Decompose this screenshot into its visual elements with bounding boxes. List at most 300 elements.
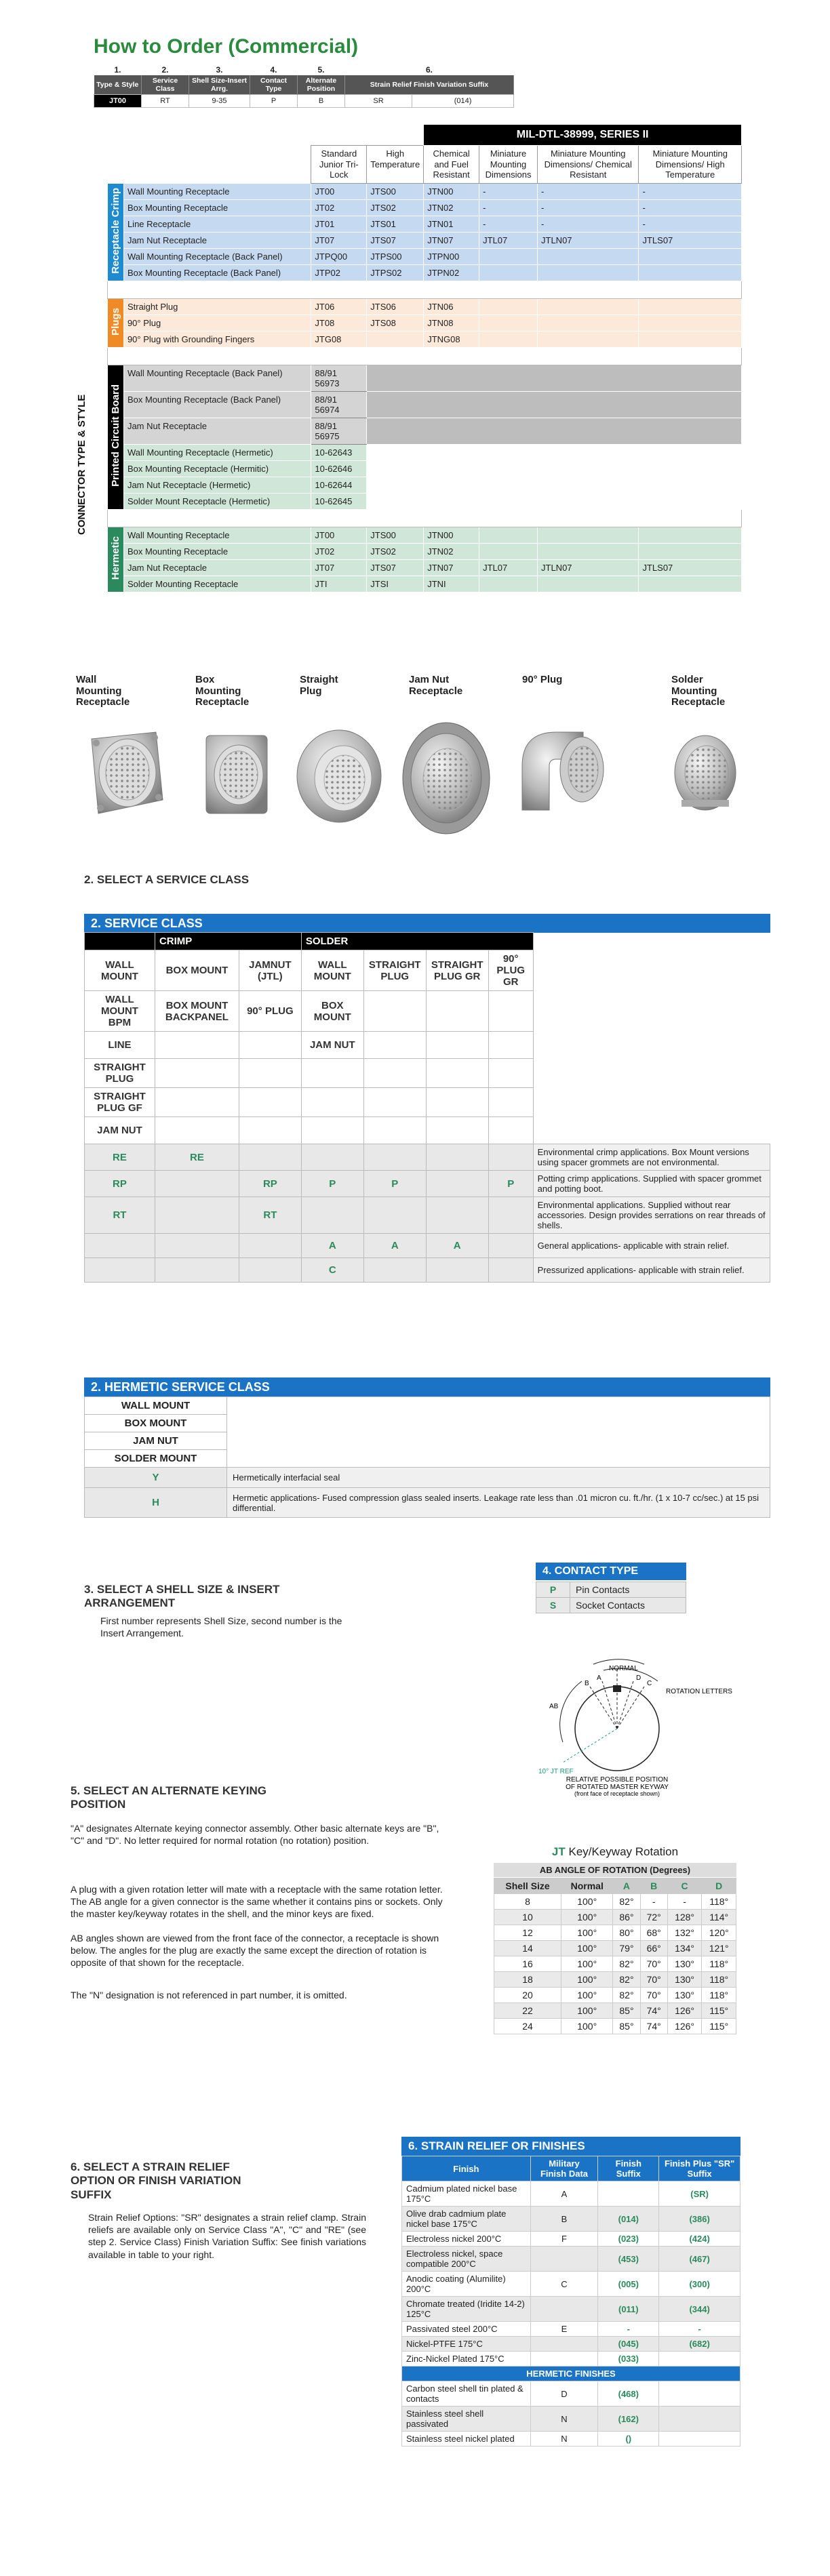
solder-mount-label: Solder Mounting Receptacle xyxy=(671,674,726,708)
pcb-blank-cell xyxy=(367,493,742,509)
rotation-row xyxy=(494,2003,736,2019)
rotation-cell: 132° xyxy=(667,1925,702,1941)
rotation-cell: 118° xyxy=(702,1988,736,2003)
hermetic-code-row xyxy=(85,1468,770,1488)
rotation-cell: 118° xyxy=(702,1972,736,1988)
service-code-cell: RE xyxy=(85,1144,155,1171)
service-cell xyxy=(488,991,533,1032)
strain-sr-suffix: (467) xyxy=(659,2247,740,2272)
connector-code-cell: JTG08 xyxy=(311,331,367,347)
rotation-header-cell: C xyxy=(667,1878,702,1894)
plugs-row xyxy=(108,331,742,347)
service-code-cell xyxy=(301,1197,363,1234)
service-code-row xyxy=(85,1171,770,1197)
hermetic-finish-row xyxy=(402,2407,740,2432)
pn-step-2: 2. xyxy=(161,65,169,75)
select-service-class-heading: 2. SELECT A SERVICE CLASS xyxy=(84,873,250,886)
hermetic-finish: Stainless steel nickel plated xyxy=(402,2432,531,2447)
strain-finish: Passivated steel 200°C xyxy=(402,2322,531,2337)
connector-code-cell xyxy=(639,543,742,559)
connector-code-cell: JTI xyxy=(311,576,367,592)
connector-code-cell: JTS02 xyxy=(367,199,424,216)
strain-mil xyxy=(530,2297,598,2322)
connector-name-cell: Wall Mounting Receptacle xyxy=(123,527,311,543)
hermetic-finish-row xyxy=(402,2381,740,2407)
connector-code-cell: JTPS02 xyxy=(367,264,424,281)
rotation-cell: 18 xyxy=(494,1972,561,1988)
rotation-header-row xyxy=(494,1878,736,1894)
connector-code-cell: JTS08 xyxy=(367,315,424,331)
connector-code-cell: JTL07 xyxy=(479,232,538,248)
rotation-cell: 14 xyxy=(494,1941,561,1956)
pn-step-1: 1. xyxy=(114,65,121,75)
connector-code-cell: - xyxy=(479,199,538,216)
keying-p1: "A" designates Alternate keying connector assembly. Other basic alternate keys are "B", "C" and "D". No letter required for normal rotation (no rotation) position. xyxy=(71,1823,439,1847)
connector-code-cell xyxy=(479,543,538,559)
receptacle-group-text: Receptacle Crimp xyxy=(109,187,121,274)
connector-name-cell: Box Mounting Receptacle xyxy=(123,543,311,559)
rotation-cell: - xyxy=(667,1894,702,1910)
hermetic-desc: Hermetic applications- Fused compression glass sealed inserts. Leakage rate less than .01 micron cu. ft./hr. (1 x 10-7 cc/sec.) at 15 psi differential. xyxy=(227,1488,770,1518)
rotation-cell: 85° xyxy=(613,2003,640,2019)
service-code-cell: A xyxy=(301,1234,363,1258)
strain-finish: Electroless nickel, space compatible 200°C xyxy=(402,2247,531,2272)
strain-relief-table xyxy=(401,2156,740,2447)
strain-row xyxy=(402,2297,740,2322)
strain-sr-suffix xyxy=(659,2352,740,2367)
strain-mil xyxy=(530,2337,598,2352)
connector-name-cell: Solder Mount Receptacle (Hermetic) xyxy=(123,493,311,509)
connector-code-cell: JTPN00 xyxy=(424,248,479,264)
rotation-row xyxy=(494,2019,736,2034)
pn-header-service: Service Class xyxy=(142,75,189,95)
connector-code-cell: JTP02 xyxy=(311,264,367,281)
letter-c: C xyxy=(647,1680,652,1687)
service-cell: STRAIGHT PLUG GF xyxy=(85,1088,155,1117)
wall-mount-receptacle-image xyxy=(81,719,170,827)
connector-code-cell: JTLN07 xyxy=(538,232,639,248)
diagram-caption-2: OF ROTATED MASTER KEYWAY xyxy=(566,1784,669,1791)
service-row xyxy=(85,1117,770,1144)
rotation-cell: 134° xyxy=(667,1941,702,1956)
hermetic-code: Y xyxy=(85,1468,227,1488)
connector-code-cell: JT08 xyxy=(311,315,367,331)
service-code-row xyxy=(85,1144,770,1171)
connector-code-cell: JT07 xyxy=(311,232,367,248)
contact-row-socket xyxy=(536,1598,686,1613)
plugs-row xyxy=(108,315,742,331)
connector-code-cell: JTS00 xyxy=(367,183,424,199)
pn-value-shell: 9-35 xyxy=(189,95,250,108)
connector-code-cell xyxy=(639,264,742,281)
service-code-cell xyxy=(488,1197,533,1234)
connector-code-cell xyxy=(639,298,742,315)
service-code-cell: RT xyxy=(239,1197,301,1234)
rotation-cell: 114° xyxy=(702,1910,736,1925)
part-number-table xyxy=(94,64,514,108)
strain-finish: Chromate treated (Iridite 14-2) 125°C xyxy=(402,2297,531,2322)
connector-type-side-label: CONNECTOR TYPE & STYLE xyxy=(76,394,87,535)
connector-code-cell: JTS07 xyxy=(367,559,424,576)
receptacle-group-label xyxy=(108,183,124,281)
ninety-plug-image xyxy=(509,719,610,820)
rotation-cell: 22 xyxy=(494,2003,561,2019)
diagram-caption-1: RELATIVE POSSIBLE POSITION xyxy=(566,1776,669,1784)
group-gap xyxy=(108,281,742,298)
connector-code-cell: JTN00 xyxy=(424,183,479,199)
hermetic-finish: Stainless steel shell passivated xyxy=(402,2407,531,2432)
service-row xyxy=(85,1059,770,1088)
contact-code-socket: S xyxy=(536,1598,570,1613)
strain-header-cell: Finish Suffix xyxy=(598,2156,659,2181)
pcb-blank-cell xyxy=(367,418,742,444)
strain-row xyxy=(402,2232,740,2247)
keying-p4: The "N" designation is not referenced in part number, it is omitted. xyxy=(71,1990,347,2000)
hermetic-label-row xyxy=(85,1397,770,1415)
service-cell xyxy=(301,1088,363,1117)
rotation-cell: 66° xyxy=(640,1941,667,1956)
connector-code-cell xyxy=(538,298,639,315)
service-code-cell xyxy=(426,1144,488,1171)
service-code-cell xyxy=(363,1258,426,1283)
connector-code-cell: JT06 xyxy=(311,298,367,315)
rotation-title-rest: Key/Keyway Rotation xyxy=(565,1845,679,1858)
rotation-cell: 118° xyxy=(702,1956,736,1972)
service-code-cell: RE xyxy=(155,1144,239,1171)
strain-suffix: (045) xyxy=(598,2337,659,2352)
connector-name-cell: Box Mounting Receptacle (Back Panel) xyxy=(123,264,311,281)
service-cell: STRAIGHT PLUG xyxy=(85,1059,155,1088)
service-cell: BOX MOUNT xyxy=(301,991,363,1032)
connector-code-cell: JTN02 xyxy=(424,199,479,216)
image-label-wall xyxy=(76,675,137,708)
receptacle-row xyxy=(108,216,742,232)
connector-code-cell: JTS01 xyxy=(367,216,424,232)
rotation-cell: 82° xyxy=(613,1894,640,1910)
rotation-cell: 120° xyxy=(702,1925,736,1941)
service-code-cell xyxy=(426,1197,488,1234)
pn-header-type: Type & Style xyxy=(94,75,142,95)
strain-relief-heading: 6. SELECT A STRAIN RELIEF OPTION OR FINISH VARIATION SUFFIX xyxy=(71,2160,241,2201)
strain-row xyxy=(402,2322,740,2337)
connector-code-cell: JTN00 xyxy=(424,527,479,543)
service-cell xyxy=(155,1032,239,1059)
rotation-cell: 126° xyxy=(667,2019,702,2034)
strain-mil: A xyxy=(530,2181,598,2207)
rotation-cell: 8 xyxy=(494,1894,561,1910)
receptacle-row xyxy=(108,248,742,264)
service-cell: JAM NUT xyxy=(301,1032,363,1059)
connector-code-cell xyxy=(538,331,639,347)
keying-p2: A plug with a given rotation letter will mate with a receptacle with the same rotation letter. The AB angle for a given connector is the same whether it contains pins or sockets. Only the master key/keyway rotates in the shell, and the minor keys are fixed. xyxy=(71,1884,443,1920)
connector-name-cell: 90° Plug xyxy=(123,315,311,331)
plugs-row xyxy=(108,298,742,315)
service-cell: JAM NUT xyxy=(85,1117,155,1144)
shell-size-text: First number represents Shell Size, second number is the Insert Arrangement. xyxy=(100,1615,342,1639)
rotation-cell: 100° xyxy=(561,1972,613,1988)
connector-code-cell xyxy=(639,527,742,543)
service-cell xyxy=(426,1032,488,1059)
hermetic-mil: D xyxy=(530,2381,598,2407)
service-cell xyxy=(301,1117,363,1144)
connector-code-cell: - xyxy=(538,183,639,199)
pcb-code-cell: 10-62643 xyxy=(311,444,367,460)
rotation-cell: 10 xyxy=(494,1910,561,1925)
connector-code-cell: - xyxy=(639,183,742,199)
receptacle-row xyxy=(108,232,742,248)
col-header-mini-hightemp: Miniature Mounting Dimensions/ High Temperature xyxy=(639,146,742,184)
pn-step-3: 3. xyxy=(216,65,223,75)
crimp-header: CRIMP xyxy=(155,933,301,950)
hermetic-finish-row xyxy=(402,2432,740,2447)
pn-header-shell: Shell Size-Insert Arrg. xyxy=(189,75,250,95)
box-mount-label: Box Mounting Receptacle xyxy=(195,674,250,708)
connector-name-cell: Jam Nut Receptacle xyxy=(123,418,311,444)
receptacle-row xyxy=(108,199,742,216)
service-cell xyxy=(363,991,426,1032)
pn-value-sr: SR xyxy=(345,95,412,108)
service-code-cell xyxy=(239,1144,301,1171)
connector-name-cell: Wall Mounting Receptacle (Back Panel) xyxy=(123,365,311,391)
rotation-cell: - xyxy=(640,1894,667,1910)
service-col-0: WALL MOUNT xyxy=(85,950,155,991)
col-header-standard: Standard Junior Tri-Lock xyxy=(311,146,367,184)
connector-type-table xyxy=(107,124,742,592)
hermetic-desc: Hermetically interfacial seal xyxy=(227,1468,770,1488)
service-code-cell xyxy=(155,1234,239,1258)
straight-plug-image xyxy=(292,725,387,827)
connector-code-cell xyxy=(479,527,538,543)
rotation-cell: 126° xyxy=(667,2003,702,2019)
connector-code-cell xyxy=(538,264,639,281)
connector-code-cell xyxy=(538,543,639,559)
service-row xyxy=(85,991,770,1032)
pcb-blank-cell xyxy=(367,444,742,460)
connector-code-cell xyxy=(639,315,742,331)
service-spacer xyxy=(533,1088,770,1117)
rotation-cell: 100° xyxy=(561,1910,613,1925)
connector-code-cell: JTS00 xyxy=(367,527,424,543)
diagram-caption-3: (front face of receptacle shown) xyxy=(574,1790,660,1797)
rotation-cell: 86° xyxy=(613,1910,640,1925)
contact-label-pin: Pin Contacts xyxy=(570,1582,686,1598)
strain-suffix: (453) xyxy=(598,2247,659,2272)
rotation-cell: 70° xyxy=(640,1988,667,2003)
connector-code-cell xyxy=(639,248,742,264)
hermetic-label: WALL MOUNT xyxy=(85,1397,227,1415)
connector-code-cell: JTS07 xyxy=(367,232,424,248)
connector-name-cell: Line Receptacle xyxy=(123,216,311,232)
connector-code-cell: - xyxy=(538,199,639,216)
strain-mil: F xyxy=(530,2232,598,2247)
strain-header-row xyxy=(402,2156,740,2181)
rotation-subtitle: AB ANGLE OF ROTATION (Degrees) xyxy=(494,1863,736,1877)
connector-name-cell: Solder Mounting Receptacle xyxy=(123,576,311,592)
hermetic-mil: N xyxy=(530,2407,598,2432)
rotation-cell: 128° xyxy=(667,1910,702,1925)
service-code-cell: RP xyxy=(85,1171,155,1197)
service-cell xyxy=(426,991,488,1032)
connector-name-cell: 90° Plug with Grounding Fingers xyxy=(123,331,311,347)
hermetic-row xyxy=(108,543,742,559)
pn-value-contact: P xyxy=(250,95,298,108)
connector-code-cell xyxy=(479,315,538,331)
service-code-cell xyxy=(363,1197,426,1234)
service-cell xyxy=(488,1088,533,1117)
rotation-row xyxy=(494,1894,736,1910)
hermetic-code: H xyxy=(85,1488,227,1518)
service-cell xyxy=(155,1117,239,1144)
pn-value-alternate: B xyxy=(298,95,345,108)
connector-code-cell xyxy=(479,248,538,264)
rotation-cell: 100° xyxy=(561,2019,613,2034)
hermetic-sr-suffix xyxy=(659,2432,740,2447)
image-label-90plug xyxy=(522,675,583,686)
rotation-row xyxy=(494,1910,736,1925)
connector-code-cell: - xyxy=(479,216,538,232)
hermetic-code-row xyxy=(85,1488,770,1518)
hermetic-suffix: (162) xyxy=(598,2407,659,2432)
straight-plug-label: Straight Plug xyxy=(300,674,338,697)
strain-sr-suffix: (344) xyxy=(659,2297,740,2322)
rotation-cell: 74° xyxy=(640,2019,667,2034)
rotation-cell: 100° xyxy=(561,2003,613,2019)
service-spacer xyxy=(533,1032,770,1059)
service-cell xyxy=(363,1117,426,1144)
service-col-4: STRAIGHT PLUG xyxy=(363,950,426,991)
pcb-blank-cell xyxy=(367,391,742,418)
service-col-6: 90° PLUG GR xyxy=(488,950,533,991)
pn-header-strain: Strain Relief Finish Variation Suffix xyxy=(345,75,514,95)
rotation-cell: 100° xyxy=(561,1894,613,1910)
rotation-row xyxy=(494,1972,736,1988)
letter-d: D xyxy=(636,1674,641,1682)
pcb-row xyxy=(108,365,742,391)
connector-code-cell xyxy=(479,298,538,315)
connector-code-cell xyxy=(538,248,639,264)
strain-finish: Electroless nickel 200°C xyxy=(402,2232,531,2247)
strain-mil xyxy=(530,2352,598,2367)
connector-name-cell: Jam Nut Receptacle xyxy=(123,559,311,576)
service-code-cell: C xyxy=(301,1258,363,1283)
pcb-blank-cell xyxy=(367,460,742,477)
rotation-cell: 115° xyxy=(702,2003,736,2019)
connector-code-cell: JT01 xyxy=(311,216,367,232)
rotation-cell: 20 xyxy=(494,1988,561,2003)
gap-cell xyxy=(108,281,742,298)
service-code-cell: RT xyxy=(85,1197,155,1234)
connector-name-cell: Jam Nut Receptacle (Hermetic) xyxy=(123,477,311,493)
connector-name-cell: Straight Plug xyxy=(123,298,311,315)
connector-name-cell: Wall Mounting Receptacle (Hermetic) xyxy=(123,444,311,460)
connector-code-cell xyxy=(538,315,639,331)
rotation-cell: 100° xyxy=(561,1988,613,2003)
strain-sr-suffix: - xyxy=(659,2322,740,2337)
receptacle-row xyxy=(108,183,742,199)
service-code-row xyxy=(85,1234,770,1258)
service-cell xyxy=(488,1117,533,1144)
connector-code-cell: JTLS07 xyxy=(639,559,742,576)
hermetic-finishes-row xyxy=(402,2367,740,2381)
hermetic-row xyxy=(108,576,742,592)
service-cell xyxy=(426,1059,488,1088)
connector-name-cell: Box Mounting Receptacle (Hermitic) xyxy=(123,460,311,477)
plugs-group-text: Plugs xyxy=(109,307,121,336)
rotation-header-cell: A xyxy=(613,1878,640,1894)
rotation-cell: 74° xyxy=(640,2003,667,2019)
connector-code-cell: JTS06 xyxy=(367,298,424,315)
rotation-header-cell: B xyxy=(640,1878,667,1894)
rotation-cell: 68° xyxy=(640,1925,667,1941)
strain-finish: Anodic coating (Alumilite) 200°C xyxy=(402,2272,531,2297)
service-code-cell xyxy=(488,1258,533,1283)
rotation-cell: 79° xyxy=(613,1941,640,1956)
pcb-row xyxy=(108,418,742,444)
connector-code-cell: JTN07 xyxy=(424,232,479,248)
service-code-cell xyxy=(363,1144,426,1171)
rotation-cell: 72° xyxy=(640,1910,667,1925)
rotation-letters-label: ROTATION LETTERS xyxy=(666,1688,732,1695)
service-code-desc: Environmental applications. Supplied without rear accessories. Design provides serrations on rear threads of shells. xyxy=(533,1197,770,1234)
connector-name-cell: Box Mounting Receptacle (Back Panel) xyxy=(123,391,311,418)
jt-ref-label: 10° JT REF xyxy=(538,1768,574,1775)
rotation-cell: 121° xyxy=(702,1941,736,1956)
service-code-desc: Environmental crimp applications. Box Mount versions using spacer grommets are not environmental. xyxy=(533,1144,770,1171)
rotation-cell: 82° xyxy=(613,1988,640,2003)
rotation-header-cell: Shell Size xyxy=(494,1878,561,1894)
pn-value-type: JT00 xyxy=(94,95,142,108)
pcb-blank-cell xyxy=(367,477,742,493)
connector-code-cell: - xyxy=(538,216,639,232)
service-code-cell xyxy=(85,1234,155,1258)
connector-name-cell: Box Mounting Receptacle xyxy=(123,199,311,216)
connector-code-cell: JTN08 xyxy=(424,315,479,331)
connector-code-cell: JTN01 xyxy=(424,216,479,232)
solder-header: SOLDER xyxy=(301,933,533,950)
connector-code-cell: JTSI xyxy=(367,576,424,592)
strain-row xyxy=(402,2181,740,2207)
service-class-table xyxy=(84,932,770,1283)
service-cell xyxy=(488,1032,533,1059)
pcb-row xyxy=(108,493,742,509)
rotation-cell: 100° xyxy=(561,1956,613,1972)
service-cell xyxy=(155,1059,239,1088)
col-header-chemical: Chemical and Fuel Resistant xyxy=(424,146,479,184)
rotation-cell: 100° xyxy=(561,1941,613,1956)
connector-code-cell: JTLN07 xyxy=(538,559,639,576)
strain-relief-text: Strain Relief Options: "SR" designates a strain relief clamp. Strain reliefs are available only on Service Class "A", "C" and "RE" (see step 2. Service Class) Finish Variation Suffix: See finish variations available in table to your right. xyxy=(88,2212,366,2260)
strain-suffix: (023) xyxy=(598,2232,659,2247)
group-gap xyxy=(108,347,742,365)
pcb-code-cell: 88/91 56973 xyxy=(311,365,367,391)
service-row xyxy=(85,1032,770,1059)
pcb-code-cell: 10-62644 xyxy=(311,477,367,493)
keying-p3: AB angles shown are viewed from the front face of the connector, a receptacle is shown below. The angles for the plug are exactly the same except the direction of rotation is opposite of that shown for the receptacle. xyxy=(71,1933,439,1969)
pcb-row xyxy=(108,391,742,418)
rotation-cell: 80° xyxy=(613,1925,640,1941)
hermetic-service-table xyxy=(84,1396,770,1518)
contact-type-table xyxy=(536,1582,686,1613)
connector-code-cell: JTN06 xyxy=(424,298,479,315)
service-cell xyxy=(239,1117,301,1144)
col-header-high-temp: High Temperature xyxy=(367,146,424,184)
connector-code-cell: JT07 xyxy=(311,559,367,576)
jam-nut-label: Jam Nut Receptacle xyxy=(409,674,463,697)
connector-code-cell: JTN02 xyxy=(424,543,479,559)
connector-code-cell: - xyxy=(639,199,742,216)
service-cell: LINE xyxy=(85,1032,155,1059)
service-code-cell xyxy=(155,1197,239,1234)
